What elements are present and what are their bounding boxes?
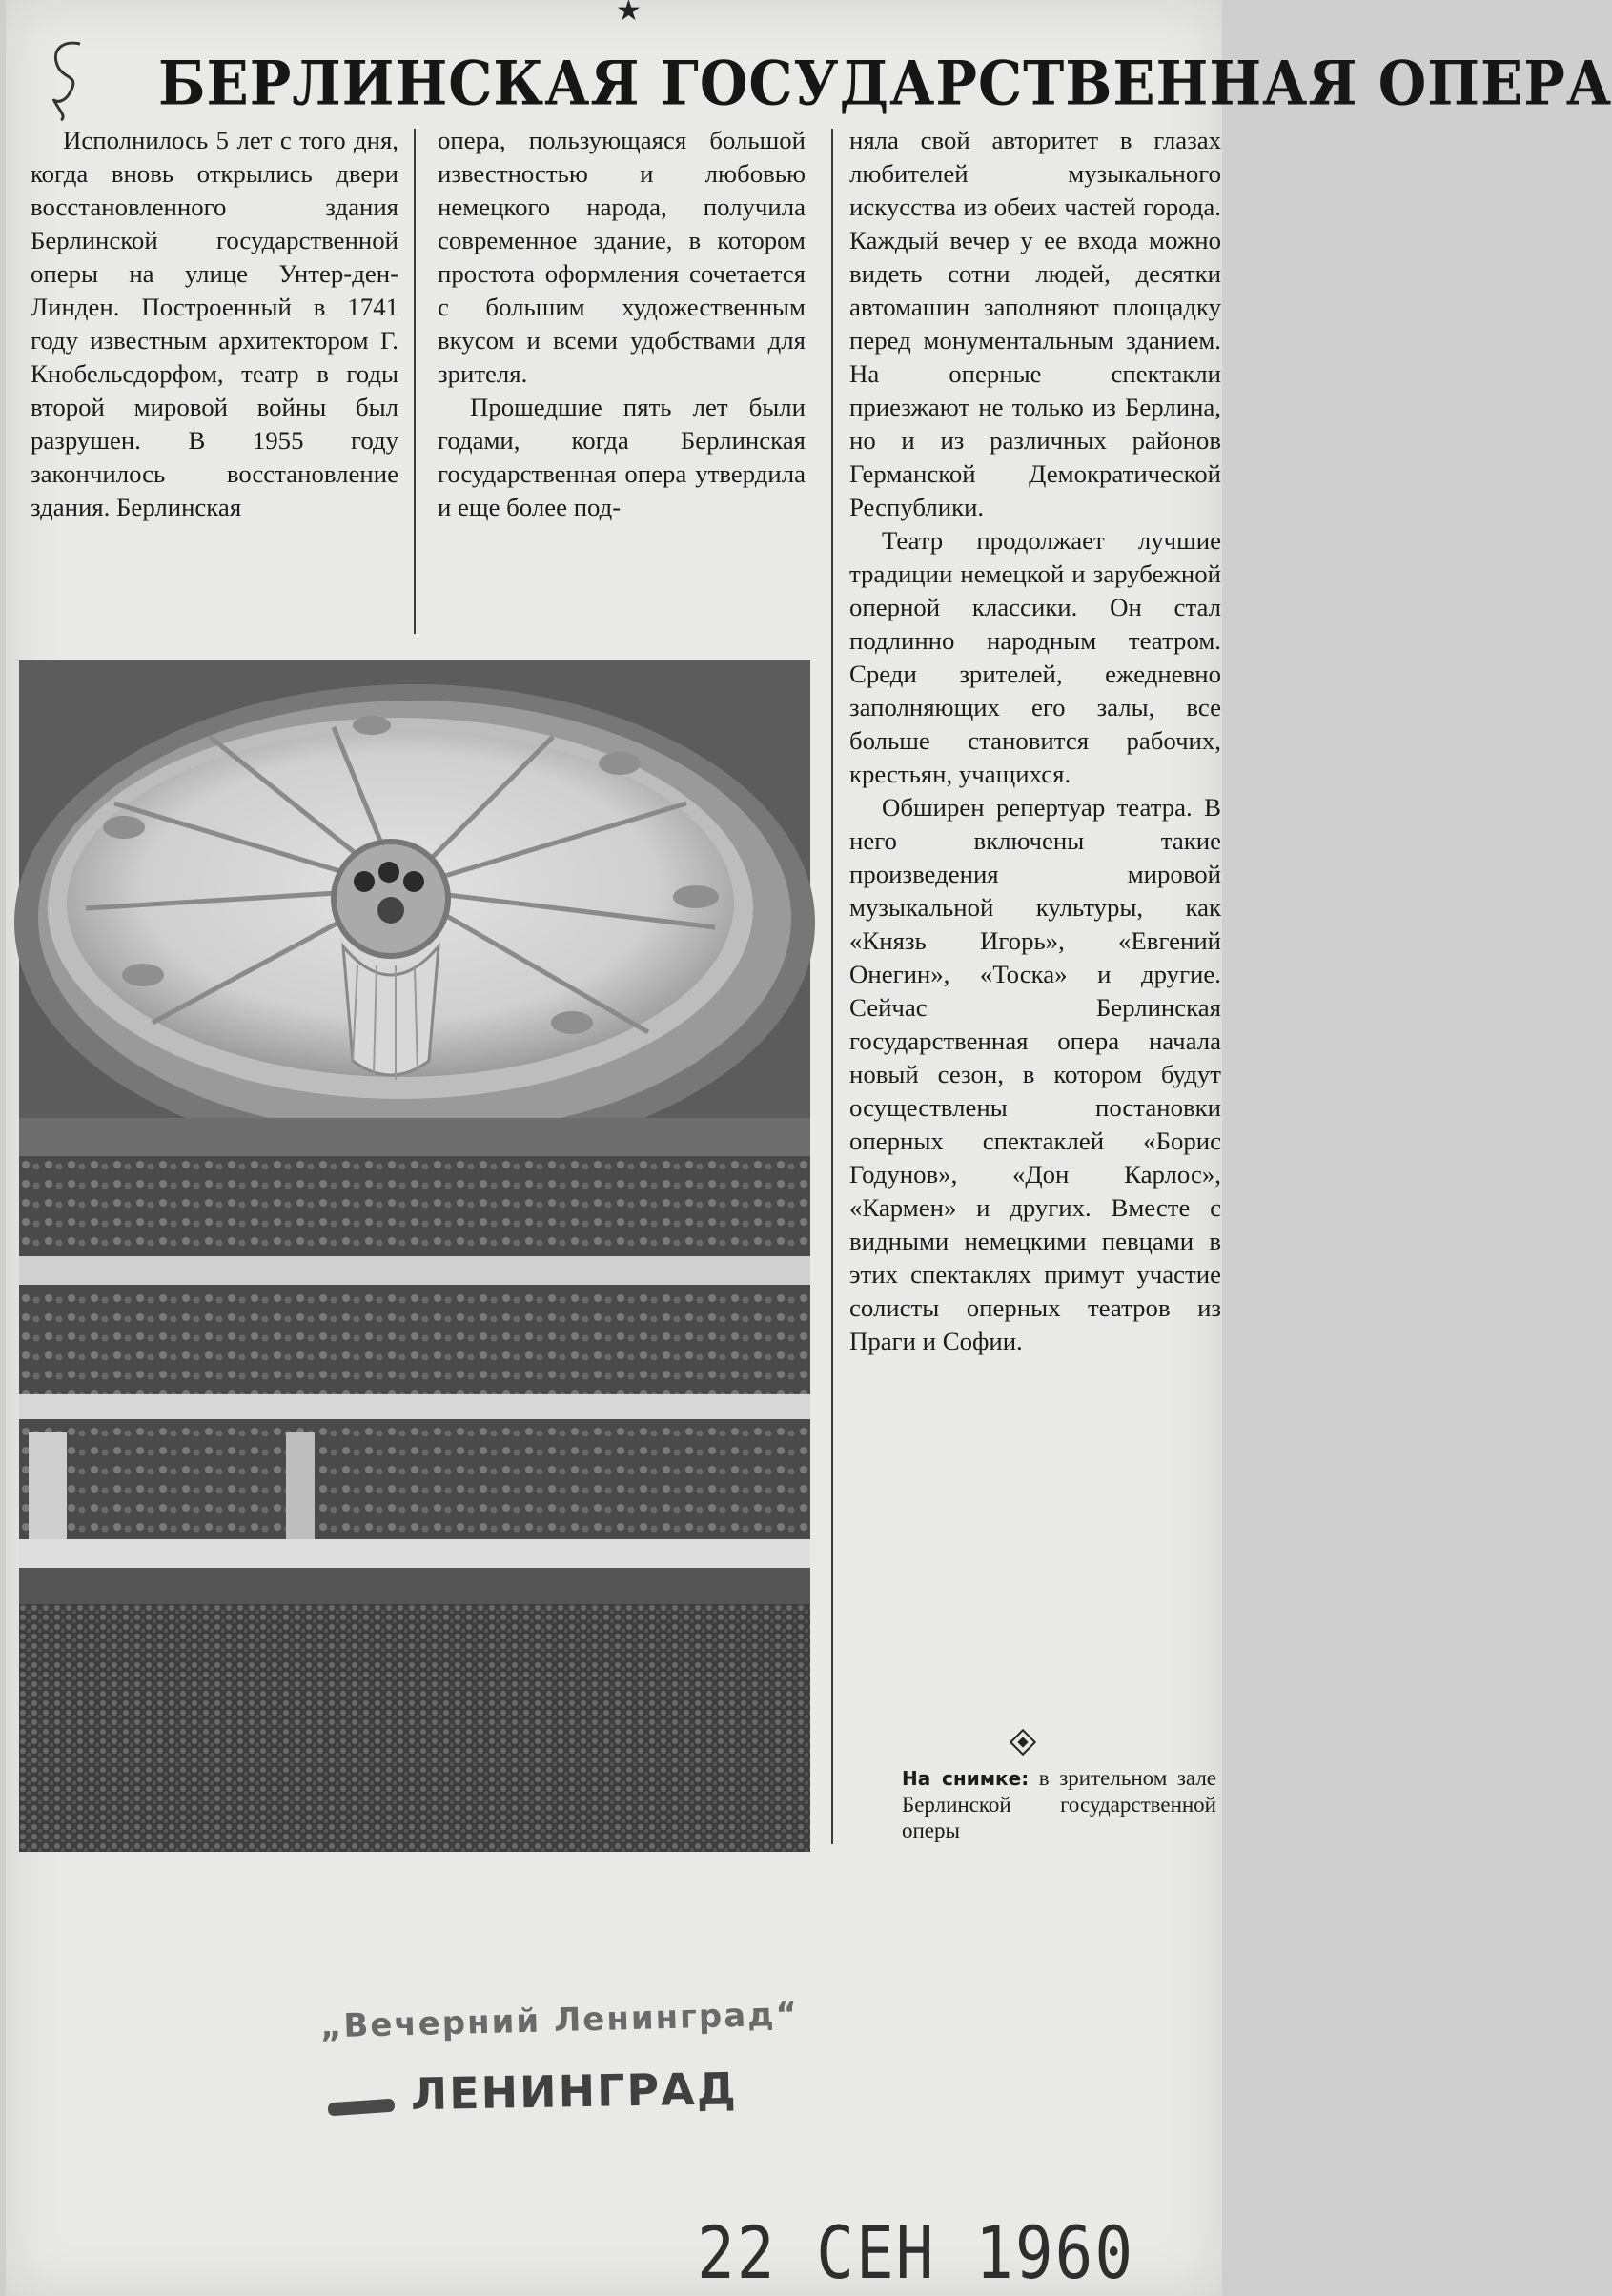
article-column-2 [438, 124, 806, 524]
newspaper-clipping [6, 0, 1612, 2296]
separator-diamond-icon [1010, 1729, 1036, 1756]
article-column-3 [849, 124, 1221, 1358]
column-divider [831, 129, 833, 1844]
photo-caption [902, 1765, 1216, 1843]
city-stamp: ЛЕНИНГРАД [410, 2062, 739, 2121]
star-icon: ★ [616, 0, 642, 28]
caption-label: На снимке: [902, 1767, 1030, 1790]
paragraph: Театр продолжает лучшие традиции немецкой и зарубежной оперной классики. Он стал подлинно народным театром. Среди зрителей, ежедневно заполняющих его залы, все больше становится рабочих, крестьян, учащихся. [849, 526, 1221, 788]
column-divider [414, 129, 416, 634]
paragraph: няла свой авторитет в глазах любителей музыкального искусства из обеих частей города. Каждый вечер у ее входа можно видеть сотни людей, десятки автомашин заполняют площадку перед монументальным зданием. На оперные спектакли приезжают не только из Берлина, но и из различных районов Германской Демократической Республики. [849, 126, 1221, 521]
date-stamp: 22 СЕН 1960 [697, 2211, 1135, 2296]
paragraph: Исполнилось 5 лет с того дня, когда вновь открылись двери восстановленного здания Берлинской государственной оперы на улице Унтер-ден-Линден. Построенный в 1741 году известным архитектором Г. Кнобельсдорфом, театр в годы второй мировой войны был разрушен. В 1955 году закончилось восстановление здания. Берлинская [31, 126, 398, 521]
newspaper-stamp: „Вечерний Ленинград“ [319, 1995, 800, 2046]
article-column-1 [31, 124, 398, 524]
caption-text: в зрительном зале Берлинской государственной оперы [902, 1766, 1217, 1842]
paragraph: Прошедшие пять лет были годами, когда Берлинская государственная опера утвердила и еще более под- [438, 393, 806, 521]
opera-hall-photo [19, 660, 810, 1852]
article-headline: БЕРЛИНСКАЯ ГОСУДАРСТВЕННАЯ ОПЕРА [158, 48, 1612, 119]
paragraph: опера, пользующаяся большой известностью и любовью немецкого народа, получила современное здание, в котором простота оформления сочетается с большим художественным вкусом и всеми удобствами для зрителя. [438, 126, 806, 388]
paragraph: Обширен репертуар театра. В него включены такие произведения мировой музыкальной культуры, как «Князь Игорь», «Евгений Онегин», «Тоска» и другие. Сейчас Берлинская государственная опера начала новый сезон, в котором будут осуществлены постановки оперных спектаклей «Борис Годунов», «Дон Карлос», «Кармен» и других. Вместе с видными немецкими певцами в этих спектаклях примут участие солисты оперных театров из Праги и Софии. [849, 793, 1221, 1355]
pencil-mark-icon [42, 36, 90, 122]
